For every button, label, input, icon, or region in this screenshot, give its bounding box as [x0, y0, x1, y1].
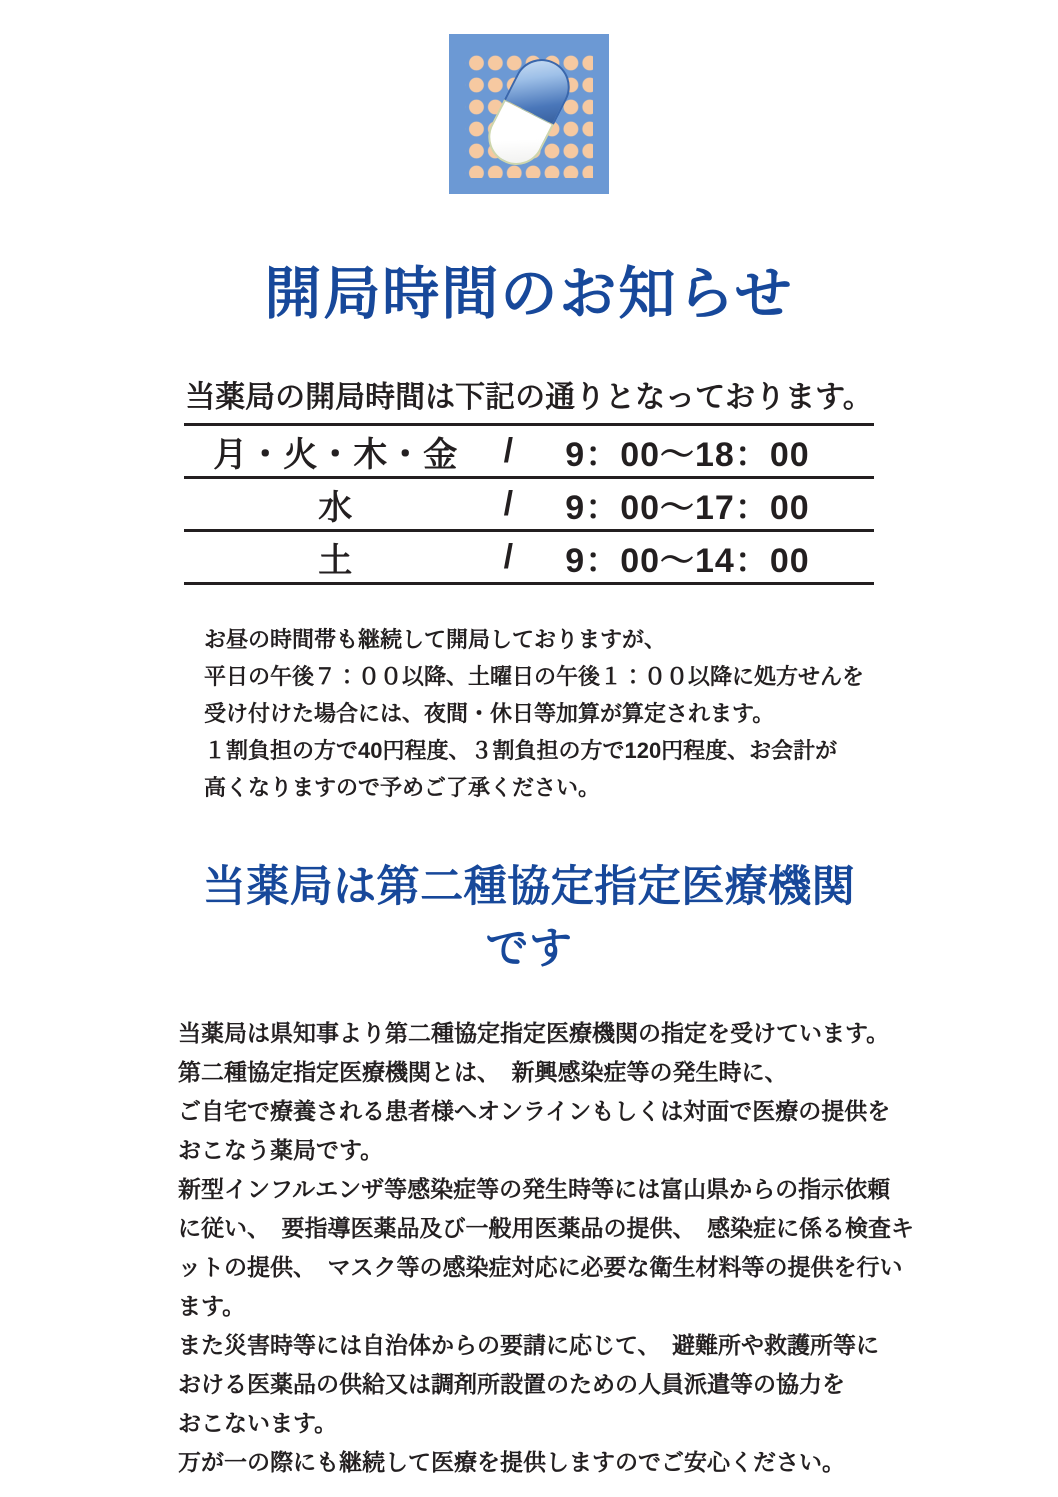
info-line: また災害時等には自治体からの要請に応じて、 避難所や救護所等に	[178, 1332, 880, 1358]
designated-institution-heading: 当薬局は第二種協定指定医療機関です	[202, 863, 856, 973]
info-line: 新型インフルエンザ等感染症等の発生時等には富山県からの指示依頼	[178, 1176, 891, 1202]
designated-institution-paragraph	[178, 1014, 914, 1482]
pharmacy-logo	[449, 34, 609, 194]
time-cell: 9：00～17：00	[565, 488, 810, 527]
content-column	[178, 376, 914, 1482]
day-cell: 土	[318, 541, 354, 580]
note-line: １割負担の方で40円程度、３割負担の方で120円程度、お会計が	[204, 738, 838, 763]
info-line: 当薬局は県知事より第二種協定指定医療機関の指定を受けています。	[178, 1020, 890, 1046]
info-line: ます。	[178, 1293, 246, 1319]
note-line: 受け付けた場合には、夜間・休日等加算が算定されます。	[204, 701, 775, 726]
day-cell: 月・火・木・金	[213, 435, 459, 474]
info-line: おこないます。	[178, 1410, 338, 1436]
info-line: おこなう薬局です。	[178, 1137, 384, 1163]
surcharge-notes-paragraph	[184, 621, 874, 806]
opening-hours-intro: 当薬局の開局時間は下記の通りとなっております。	[185, 381, 873, 414]
table-row-saturday	[184, 532, 874, 585]
info-line: 第二種協定指定医療機関とは、 新興感染症等の発生時に、	[178, 1059, 788, 1085]
slash-separator: /	[503, 431, 514, 470]
info-line: ご自宅で療養される患者様へオンラインもしくは対面で医療の提供を	[178, 1098, 891, 1124]
note-line: 高くなりますので予めご了承ください。	[204, 775, 601, 800]
info-line: おける医薬品の供給又は調剤所設置のための人員派遣等の協力を	[178, 1371, 845, 1397]
info-line: 万が一の際にも継続して医療を提供しますのでご安心ください。	[178, 1449, 845, 1475]
time-cell: 9：00～18：00	[565, 435, 810, 474]
table-row-wednesday	[184, 479, 874, 532]
info-line: に従い、 要指導医薬品及び一般用医薬品の提供、 感染症に係る検査キ	[178, 1215, 914, 1241]
note-line: 平日の午後７：００以降、土曜日の午後１：００以降に処方せんを	[204, 664, 865, 689]
slash-separator: /	[503, 484, 514, 523]
slash-separator: /	[503, 537, 514, 576]
day-cell: 水	[318, 488, 354, 527]
page-title: 開局時間のお知らせ	[264, 262, 794, 326]
time-cell: 9：00～14：00	[565, 541, 810, 580]
note-line: お昼の時間帯も継続して開局しておりますが、	[204, 627, 667, 652]
table-row-weekdays	[184, 426, 874, 479]
info-line: ットの提供、 マスク等の感染症対応に必要な衛生材料等の提供を行い	[178, 1254, 903, 1280]
opening-hours-table	[184, 423, 874, 585]
